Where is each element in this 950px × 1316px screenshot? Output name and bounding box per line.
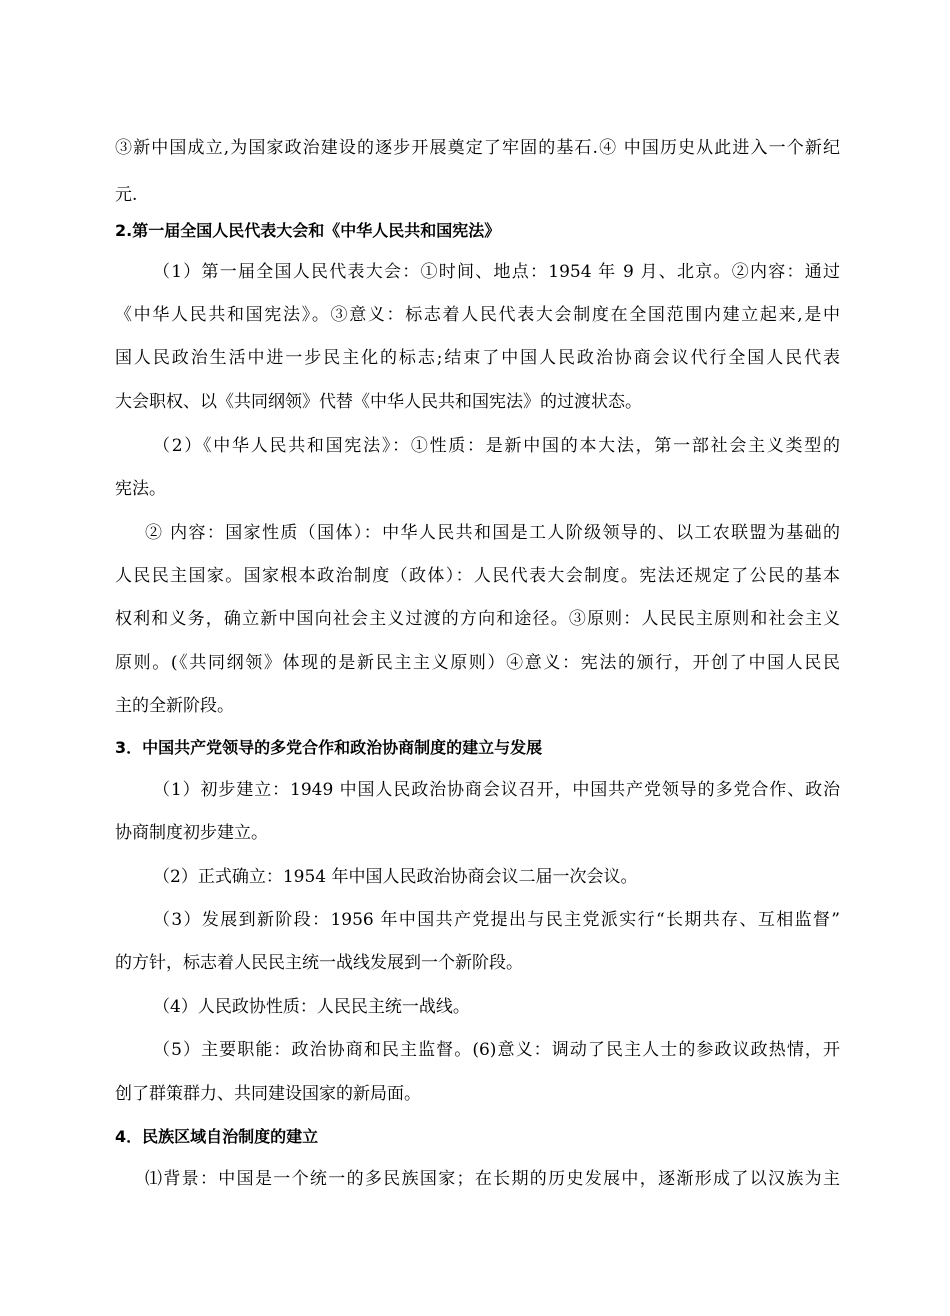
paragraph-line: （5）主要职能：政治协商和民主监督。(6)意义：调动了民主人士的参政议政热情，开	[153, 1040, 840, 1060]
paragraph-line: ② 内容：国家性质（国体）：中华人民共和国是工人阶级领导的、以工农联盟为基础的	[145, 523, 840, 543]
paragraph-line: （3）发展到新阶段：1956 年中国共产党提出与民主党派实行“长期共存、互相监督”	[153, 910, 840, 930]
paragraph-line: 协商制度初步建立。	[115, 823, 268, 843]
paragraph-line: 权利和义务，确立新中国向社会主义过渡的方向和途径。③原则：人民民主原则和社会主义	[115, 609, 840, 629]
paragraph-line: （4）人民政协性质：人民民主统一战线。	[153, 997, 470, 1017]
paragraph-line: 宪法。	[115, 479, 166, 499]
paragraph-line: 的方针，标志着人民民主统一战线发展到一个新阶段。	[115, 953, 523, 973]
paragraph-line: （2）正式确立：1954 年中国人民政治协商会议二届一次会议。	[153, 867, 638, 887]
paragraph-line: 主的全新阶段。	[115, 696, 234, 716]
paragraph-line: 创了群策群力、共同建设国家的新局面。	[115, 1084, 421, 1104]
paragraph-line: （1）第一届全国人民代表大会：①时间、地点：1954 年 9 月、北京。②内容：通过	[153, 262, 840, 282]
paragraph-line: 原则。(《共同纲领》体现的是新民主主义原则）④意义：宪法的颁行，开创了中国人民民	[115, 653, 840, 673]
paragraph-line: 国人民政治生活中进一步民主化的标志;结束了中国人民政治协商会议代行全国人民代表	[115, 348, 840, 368]
section-heading-4: 4．民族区域自治制度的建立	[115, 1127, 319, 1146]
section-heading-2: 2.第一届全国人民代表大会和《中华人民共和国宪法》	[115, 221, 501, 240]
paragraph-line: ⑴背景：中国是一个统一的多民族国家；在长期的历史发展中，逐渐形成了以汉族为主	[145, 1169, 840, 1189]
paragraph-line: 人民民主国家。国家根本政治制度（政体）：人民代表大会制度。宪法还规定了公民的基本	[115, 566, 840, 586]
paragraph-line: 《中华人民共和国宪法》。③意义：标志着人民代表大会制度在全国范围内建立起来,是中	[115, 305, 840, 325]
paragraph-line: （2）《中华人民共和国宪法》：①性质：是新中国的本大法，第一部社会主义类型的	[153, 436, 840, 456]
paragraph-line: 大会职权、以《共同纲领》代替《中华人民共和国宪法》的过渡状态。	[115, 392, 642, 412]
paragraph-line: （1）初步建立：1949 中国人民政治协商会议召开，中国共产党领导的多党合作、政治	[153, 780, 840, 800]
paragraph-line: ③新中国成立,为国家政治建设的逐步开展奠定了牢固的基石.④ 中国历史从此进入一个新纪	[115, 138, 840, 158]
paragraph-line: 元.	[115, 185, 138, 205]
section-heading-3: 3．中国共产党领导的多党合作和政治协商制度的建立与发展	[115, 738, 543, 757]
